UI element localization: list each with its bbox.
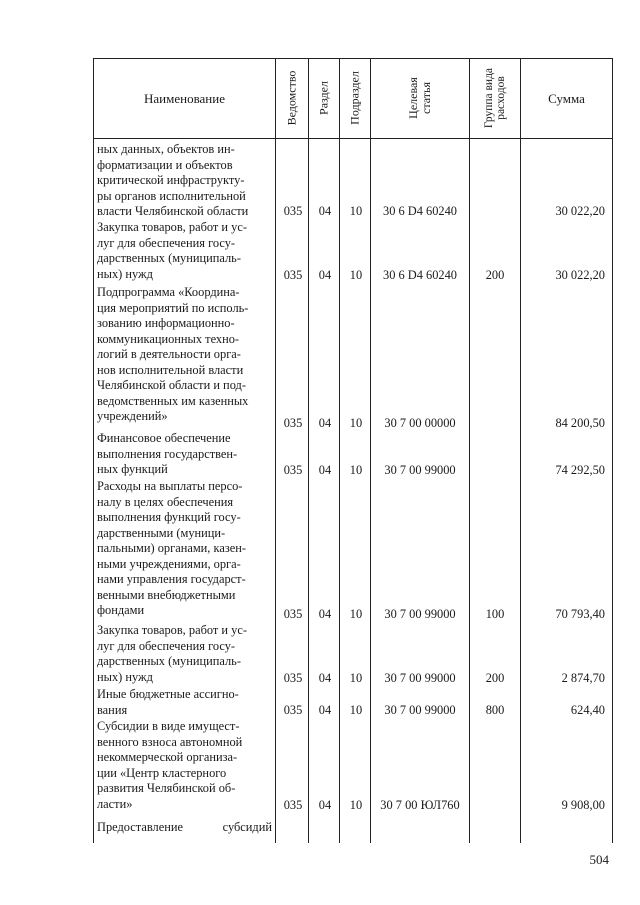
row-celevaya: 30 7 00 99000	[384, 463, 456, 477]
row-vedomstvo: 035	[283, 703, 303, 717]
row-podrazdel: 10	[349, 798, 363, 812]
page-number: 504	[589, 852, 609, 867]
row-celevaya: 30 6 D4 60240	[383, 204, 457, 218]
row-razdel: 04	[318, 268, 332, 282]
row-podrazdel: 10	[349, 671, 363, 685]
row-summa: 624,40	[570, 703, 605, 717]
row-razdel: 04	[318, 463, 332, 477]
row-razdel: 04	[318, 798, 332, 812]
header-summa: Сумма	[548, 90, 585, 106]
row-podrazdel: 10	[349, 204, 363, 218]
row-razdel: 04	[318, 671, 332, 685]
col-divider-6	[520, 58, 521, 843]
row-summa: 74 292,50	[555, 463, 605, 477]
row-vedomstvo: 035	[283, 416, 303, 430]
row-vedomstvo: 035	[283, 204, 303, 218]
row-summa: 9 908,00	[561, 798, 605, 812]
row-vedomstvo: 035	[283, 463, 303, 477]
row-celevaya: 30 7 00 99000	[384, 607, 456, 621]
row-vedomstvo: 035	[283, 798, 303, 812]
row-name: Иные бюджетные ассигно- вания	[97, 687, 239, 717]
col-divider-4	[370, 58, 371, 843]
row-summa: 30 022,20	[555, 268, 605, 282]
row-podrazdel: 10	[349, 416, 363, 430]
row-vedomstvo: 035	[283, 671, 303, 685]
row-podrazdel: 10	[349, 268, 363, 282]
header-gruppa: Группа вида расходов	[483, 67, 507, 129]
row-razdel: 04	[318, 607, 332, 621]
row-gruppa: 200	[485, 268, 505, 282]
header-bottom-border	[93, 138, 613, 139]
row-razdel: 04	[318, 416, 332, 430]
col-divider-1	[275, 58, 276, 843]
row-podrazdel: 10	[349, 463, 363, 477]
row-gruppa: 100	[485, 607, 505, 621]
row-gruppa: 200	[485, 671, 505, 685]
row-celevaya: 30 7 00 ЮЛ760	[380, 798, 460, 812]
row-vedomstvo: 035	[283, 268, 303, 282]
col-divider-7	[612, 58, 613, 843]
header-name: Наименование	[144, 90, 225, 106]
col-divider-3	[339, 58, 340, 843]
row-summa: 70 793,40	[555, 607, 605, 621]
row-celevaya: 30 7 00 00000	[384, 416, 456, 430]
row-name: Расходы на выплаты персо- налу в целях обеспечения выполнения функций госу- дарственными (муници- пальными) органами, казен- ными учреждениями, орга- нами управления государст- венными внебюджетными фондами	[97, 479, 246, 617]
row-name: ных данных, объектов ин- форматизации и объектов критической инфраструкту- ры органов исполнительной власти Челябинской области	[97, 142, 249, 218]
row-name: Подпрограмма «Координа- ция мероприятий по исполь- зованию информационно- коммуникационных техно- логий в деятельности орга- нов исполнительной власти Челябинской области и под- ведомственных им казенных учреждений»	[97, 285, 249, 423]
row-celevaya: 30 6 D4 60240	[383, 268, 457, 282]
header-podrazdel: Подраздел	[347, 71, 362, 125]
row-name: Закупка товаров, работ и ус- луг для обеспечения госу- дарственных (муниципаль- ных) нужд	[97, 220, 247, 281]
row-summa: 2 874,70	[561, 671, 605, 685]
row-name: Финансовое обеспечение выполнения государствен- ных функций	[97, 431, 238, 476]
col-divider-0	[93, 58, 94, 843]
row-name: Предоставление субсидий	[97, 820, 272, 834]
row-podrazdel: 10	[349, 703, 363, 717]
row-summa: 84 200,50	[555, 416, 605, 430]
row-name: Субсидии в виде имущест- венного взноса автономной некоммерческой организа- ции «Центр кластерного развития Челябинской об- ласти»	[97, 719, 243, 811]
row-gruppa: 800	[485, 703, 505, 717]
header-vedomstvo: Ведомство	[284, 70, 299, 126]
row-celevaya: 30 7 00 99000	[384, 703, 456, 717]
header-celevaya: Целевая статья	[406, 77, 433, 119]
row-razdel: 04	[318, 204, 332, 218]
row-podrazdel: 10	[349, 607, 363, 621]
row-celevaya: 30 7 00 99000	[384, 671, 456, 685]
col-divider-2	[308, 58, 309, 843]
row-vedomstvo: 035	[283, 607, 303, 621]
row-name: Закупка товаров, работ и ус- луг для обеспечения госу- дарственных (муниципаль- ных) нужд	[97, 623, 247, 684]
header-razdel: Раздел	[316, 81, 331, 115]
col-divider-5	[469, 58, 470, 843]
row-summa: 30 022,20	[555, 204, 605, 218]
row-razdel: 04	[318, 703, 332, 717]
